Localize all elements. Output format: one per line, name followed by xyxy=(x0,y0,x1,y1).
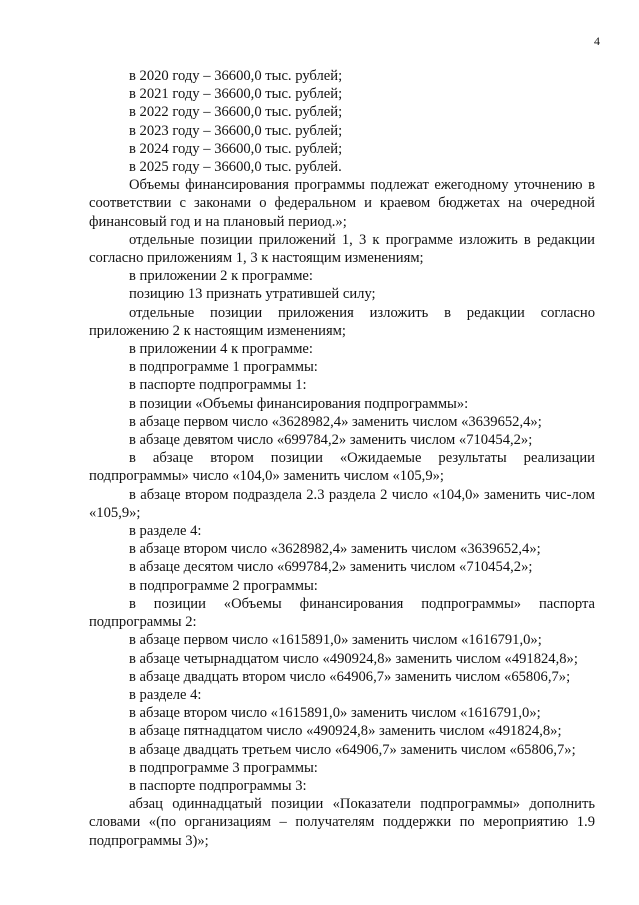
paragraph: в абзаце втором число «3628982,4» заменить числом «3639652,4»; xyxy=(129,541,541,558)
document-body xyxy=(89,67,595,850)
paragraph: в приложении 4 к программе: xyxy=(129,341,313,358)
paragraph: в абзаце втором позиции «Ожидаемые результаты реализации подпрограммы» число «104,0» заменить числом «105,9»; xyxy=(89,450,595,485)
paragraph: в 2023 году – 36600,0 тыс. рублей; xyxy=(129,122,343,139)
paragraph: в разделе 4: xyxy=(129,523,202,540)
paragraph: абзац одиннадцатый позиции «Показатели подпрограммы» дополнить словами «(по организациям – получателям поддержки по мероприятию 1.9 подпрограммы 3)»; xyxy=(89,796,595,849)
paragraph: в абзаце десятом число «699784,2» заменить числом «710454,2»; xyxy=(129,559,533,576)
paragraph: в позиции «Объемы финансирования подпрограммы» паспорта подпрограммы 2: xyxy=(89,595,595,631)
paragraph: в подпрограмме 2 программы: xyxy=(129,577,318,594)
paragraph: в абзаце двадцать третьем число «64906,7» заменить числом «65806,7»; xyxy=(129,741,576,758)
paragraph: в абзаце двадцать втором число «64906,7» заменить числом «65806,7»; xyxy=(129,668,571,685)
paragraph: в разделе 4: xyxy=(129,686,202,703)
paragraph: в паспорте подпрограммы 3: xyxy=(129,777,307,794)
paragraph: в позиции «Объемы финансирования подпрограммы»: xyxy=(129,395,469,412)
paragraph: в 2022 году – 36600,0 тыс. рублей; xyxy=(129,104,343,121)
paragraph: в абзаце пятнадцатом число «490924,8» заменить числом «491824,8»; xyxy=(129,723,562,740)
paragraph: в абзаце первом число «1615891,0» заменить числом «1616791,0»; xyxy=(129,632,542,649)
page-number: 4 xyxy=(594,34,600,48)
paragraph: в 2021 году – 36600,0 тыс. рублей; xyxy=(129,86,343,103)
paragraph: в абзаце девятом число «699784,2» заменить числом «710454,2»; xyxy=(129,432,533,449)
paragraph: в 2020 году – 36600,0 тыс. рублей; xyxy=(129,68,343,84)
paragraph: в подпрограмме 3 программы: xyxy=(129,759,318,776)
paragraph: в абзаце четырнадцатом число «490924,8» заменить числом «491824,8»; xyxy=(129,650,578,667)
paragraph: в подпрограмме 1 программы: xyxy=(129,359,318,376)
paragraph: в 2025 году – 36600,0 тыс. рублей. xyxy=(129,159,342,176)
paragraph: отдельные позиции приложений 1, 3 к программе изложить в редакции согласно приложениям 1, 3 к настоящим изменениям; xyxy=(89,231,595,267)
paragraph: отдельные позиции приложения изложить в редакции согласно приложению 2 к настоящим изменениям; xyxy=(89,304,595,339)
paragraph: позицию 13 признать утратившей силу; xyxy=(129,286,376,303)
paragraph: в абзаце втором подраздела 2.3 раздела 2 число «104,0» заменить чис-лом «105,9»; xyxy=(89,486,595,521)
paragraph: в паспорте подпрограммы 1: xyxy=(129,377,307,394)
paragraph: в приложении 2 к программе: xyxy=(129,268,313,285)
paragraph: в абзаце втором число «1615891,0» заменить числом «1616791,0»; xyxy=(129,705,541,722)
paragraph: в абзаце первом число «3628982,4» заменить числом «3639652,4»; xyxy=(129,413,542,430)
paragraph: Объемы финансирования программы подлежат ежегодному уточнению в соответствии с законами о федеральном и краевом бюджетах на очередной финансовый год и на плановый период.»; xyxy=(89,177,595,230)
paragraph: в 2024 году – 36600,0 тыс. рублей; xyxy=(129,140,343,157)
